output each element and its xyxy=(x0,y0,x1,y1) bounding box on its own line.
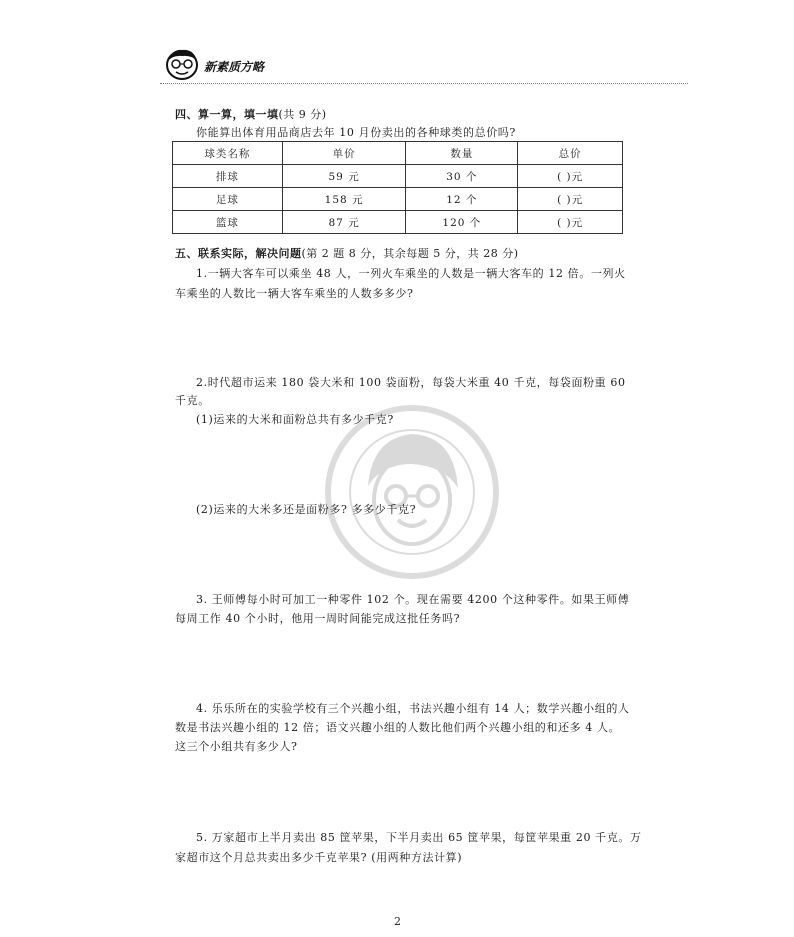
table-row xyxy=(173,211,623,234)
q4-line-1: 4. 乐乐所在的实验学校有三个兴趣小组，书法兴趣小组有 14 人；数学兴趣小组的人 xyxy=(196,702,630,715)
q5-line-1: 5. 万家超市上半月卖出 85 筐苹果，下半月卖出 65 筐苹果，每筐苹果重 20 千克。万 xyxy=(196,831,642,844)
q2-sub-question-1: (1)运来的大米和面粉总共有多少千克? xyxy=(196,413,394,426)
section-4-question: 你能算出体育用品商店去年 10 月份卖出的各种球类的总价吗? xyxy=(196,126,516,139)
total-price-blank: ( )元 xyxy=(518,165,623,188)
q4-line-2: 数是书法兴趣小组的 12 倍；语文兴趣小组的人数比他们两个兴趣小组的和还多 4 人。 xyxy=(175,721,621,734)
column-header: 单价 xyxy=(282,142,406,165)
q2-line-2: 千克。 xyxy=(175,394,210,407)
column-header: 总价 xyxy=(518,142,623,165)
ball-name-cell: 排球 xyxy=(173,165,283,188)
quantity-cell: 30 个 xyxy=(406,165,518,188)
brand-name: 新素质方略 xyxy=(204,60,265,74)
table-row xyxy=(173,188,623,211)
teacher-face-logo-icon xyxy=(164,47,200,81)
table-row xyxy=(173,165,623,188)
section-4-heading: 四、算一算，填一填 xyxy=(175,108,279,121)
q4-line-3: 这三个小组共有多少人? xyxy=(175,740,298,753)
section-5-heading: 五、联系实际，解决问题 xyxy=(175,247,302,260)
column-header: 球类名称 xyxy=(173,142,283,165)
quantity-cell: 12 个 xyxy=(406,188,518,211)
table-header-row xyxy=(173,142,623,165)
unit-price-cell: 59 元 xyxy=(282,165,406,188)
section-5-score: (第 2 题 8 分，其余每题 5 分，共 28 分) xyxy=(301,247,519,260)
total-price-blank: ( )元 xyxy=(518,211,623,234)
q5-line-2: 家超市这个月总共卖出多少千克苹果? (用两种方法计算) xyxy=(175,851,463,864)
total-price-blank: ( )元 xyxy=(518,188,623,211)
quantity-cell: 120 个 xyxy=(406,211,518,234)
watermark-seal xyxy=(324,404,500,580)
q3-line-2: 每周工作 40 个小时，他用一周时间能完成这批任务吗? xyxy=(175,612,461,625)
page-header xyxy=(0,0,794,90)
unit-price-cell: 87 元 xyxy=(282,211,406,234)
q1-line-1: 1.一辆大客车可以乘坐 48 人，一列火车乘坐的人数是一辆大客车的 12 倍。一列火 xyxy=(196,267,626,280)
page-number: 2 xyxy=(394,915,401,928)
q3-line-1: 3. 王师傅每小时可加工一种零件 102 个。现在需要 4200 个这种零件。如果王师傅 xyxy=(196,593,630,606)
section-4-title xyxy=(175,106,327,122)
unit-price-cell: 158 元 xyxy=(282,188,406,211)
q2-sub-question-2: (2)运来的大米多还是面粉多? 多多少千克? xyxy=(196,503,417,516)
section-5-title xyxy=(175,245,519,261)
ball-name-cell: 足球 xyxy=(173,188,283,211)
watermark-seal-icon xyxy=(324,404,500,580)
q1-line-2: 车乘坐的人数比一辆大客车乘坐的人数多多少? xyxy=(175,287,414,300)
q2-line-1: 2.时代超市运来 180 袋大米和 100 袋面粉，每袋大米重 40 千克，每袋面粉重 60 xyxy=(196,376,626,389)
section-4-score: (共 9 分) xyxy=(278,108,327,121)
column-header: 数量 xyxy=(406,142,518,165)
ball-price-table xyxy=(172,141,623,234)
header-divider xyxy=(160,83,688,84)
ball-name-cell: 篮球 xyxy=(173,211,283,234)
